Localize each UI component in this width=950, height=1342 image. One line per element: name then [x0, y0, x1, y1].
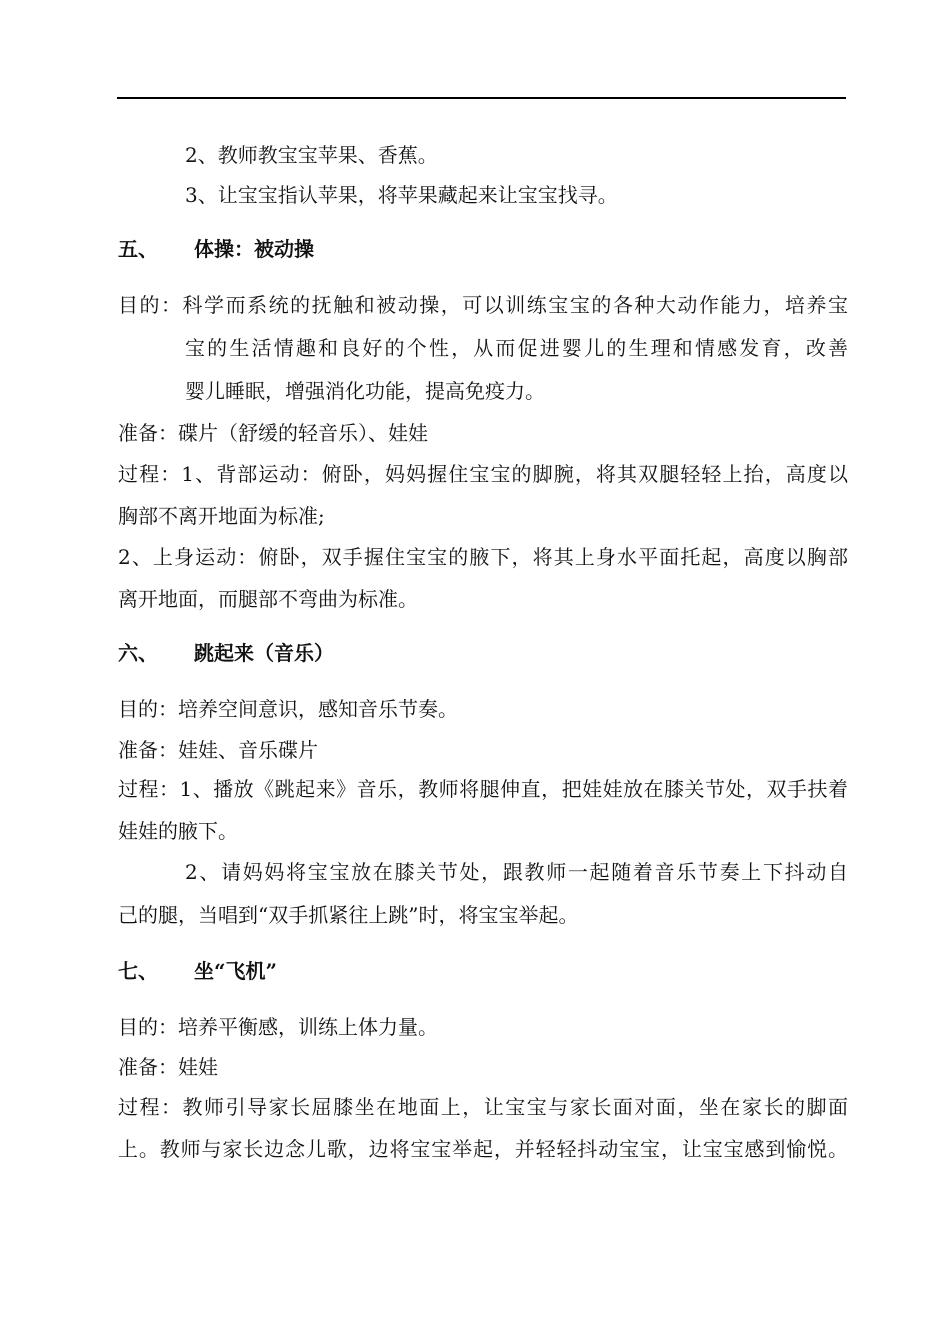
s6-goal: 目的：培养空间意识，感知音乐节奏。: [118, 697, 458, 721]
section-5-title: 体操：被动操: [194, 237, 314, 261]
s7-goal: 目的：培养平衡感，训练上体力量。: [118, 1015, 438, 1039]
section-5-number: 五、: [118, 237, 158, 261]
s6-proc-line4: 己的腿，当唱到“双手抓紧往上跳”时，将宝宝举起。: [118, 903, 579, 927]
header-rule: [117, 97, 846, 99]
s6-prep: 准备：娃娃、音乐碟片: [118, 738, 318, 762]
section-6-heading: [118, 639, 848, 667]
section-6-number: 六、: [118, 641, 158, 665]
s5-goal-line2: 宝的生活情趣和良好的个性，从而促进婴儿的生理和情感发育，改善: [185, 336, 848, 360]
section-6-title: 跳起来（音乐）: [194, 641, 334, 665]
s6-proc-line2: 娃娃的腋下。: [118, 819, 238, 843]
section-7-title: 坐“飞机”: [194, 959, 278, 983]
s5-proc-line4: 离开地面，而腿部不弯曲为标准。: [118, 587, 418, 611]
s4-step2: 2、教师教宝宝苹果、香蕉。: [185, 143, 438, 167]
s5-proc-line2: 胸部不离开地面为标准;: [118, 504, 325, 528]
s5-prep: 准备：碟片（舒缓的轻音乐）、娃娃: [118, 421, 428, 445]
s4-step3: 3、让宝宝指认苹果，将苹果藏起来让宝宝找寻。: [185, 183, 618, 207]
section-5-heading: [118, 235, 848, 263]
s7-prep: 准备：娃娃: [118, 1055, 218, 1079]
s7-proc-line2: 上。教师与家长边念儿歌，边将宝宝举起，并轻轻抖动宝宝，让宝宝感到愉悦。: [118, 1137, 848, 1161]
s5-goal-line1: 目的：科学而系统的抚触和被动操，可以训练宝宝的各种大动作能力，培养宝: [118, 293, 848, 317]
s7-proc-line1: 过程：教师引导家长屈膝坐在地面上，让宝宝与家长面对面，坐在家长的脚面: [118, 1095, 848, 1119]
s5-proc-line1: 过程：1、背部运动：俯卧，妈妈握住宝宝的脚腕，将其双腿轻轻上抬，高度以: [118, 462, 848, 486]
s5-proc-line3: 2、上身运动：俯卧，双手握住宝宝的腋下，将其上身水平面托起，高度以胸部: [118, 545, 848, 569]
s5-goal-line3: 婴儿睡眠，增强消化功能，提高免疫力。: [185, 379, 545, 403]
s6-proc-line1: 过程：1、播放《跳起来》音乐，教师将腿伸直，把娃娃放在膝关节处，双手扶着: [118, 777, 848, 801]
section-7-heading: [118, 957, 848, 985]
s6-proc-line3: 2、请妈妈将宝宝放在膝关节处，跟教师一起随着音乐节奏上下抖动自: [185, 860, 848, 884]
section-7-number: 七、: [118, 959, 158, 983]
